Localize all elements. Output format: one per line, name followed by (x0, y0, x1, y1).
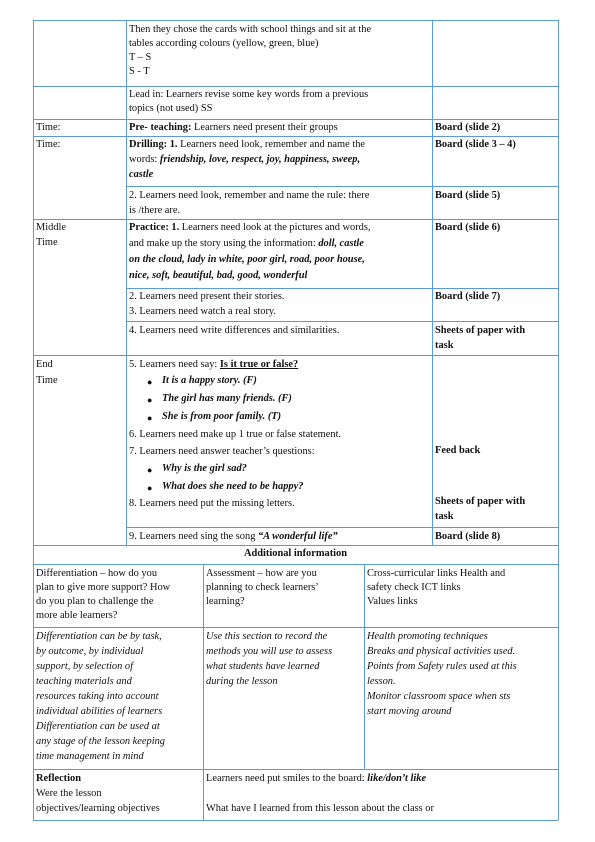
differentiation-body-line7: Differentiation can be used at (36, 721, 160, 732)
differentiation-head-line1: Differentiation – how do you (36, 568, 158, 579)
differentiation-body-line3: support, by selection of (36, 661, 133, 672)
assessment-body-line2: methods you will use to assess (206, 646, 333, 657)
lead-in-line2: topics (not used) SS (129, 103, 213, 114)
reflection-right-line1: Learners need put smiles to the board: like/don’t like (206, 773, 427, 784)
resource-board-slide-7: Board (slide 7) (435, 291, 501, 302)
practice-line4: nice, soft, beautiful, bad, good, wonderful (129, 270, 308, 281)
cross-curricular-head-line2: safety check ICT links (367, 582, 461, 593)
column-divider (364, 564, 365, 769)
task-7: 7. Learners need answer teacher’s questions: (129, 446, 315, 457)
table-border-top (33, 20, 558, 21)
bullet-icon: ● (147, 395, 153, 405)
differentiation-head-line4: more able learners? (36, 610, 118, 621)
practice-line3: on the cloud, lady in white, poor girl, road, poor house, (129, 254, 365, 265)
statement-1: It is a happy story. (F) (162, 375, 257, 386)
drilling-line1: Drilling: 1. Learners need look, remember and name the (129, 139, 366, 150)
question-2: What does she need to be happy? (162, 481, 304, 492)
question-1: Why is the girl sad? (162, 463, 247, 474)
task-9: 9. Learners need sing the song “A wonderful life” (129, 531, 338, 542)
column-divider (126, 20, 127, 545)
health-body-line3: Points from Safety rules used at this (367, 661, 517, 672)
row1-line3: T – S (129, 52, 152, 63)
task-4: 4. Learners need write differences and similarities. (129, 325, 340, 336)
drilling-rule-line2: is /there are. (129, 205, 181, 216)
assessment-body-line4: during the lesson (206, 676, 278, 687)
row-divider (33, 627, 558, 628)
resource-sheets-line2: task (435, 340, 454, 351)
lead-in-line1: Lead in: Learners revise some key words from a previous (129, 89, 369, 100)
differentiation-body-line9: time management in mind (36, 751, 144, 762)
assessment-head-line3: learning? (206, 596, 245, 607)
health-body-line1: Health promoting techniques (367, 631, 488, 642)
table-border-right (558, 20, 559, 820)
stage-time: Time (36, 375, 58, 386)
differentiation-body-line1: Differentiation can be by task, (36, 631, 162, 642)
row-divider (33, 119, 558, 120)
practice-line1: Practice: 1. Learners need look at the pictures and words, (129, 222, 371, 233)
health-body-line5: Monitor classroom space when sts (367, 691, 511, 702)
assessment-body-line1: Use this section to record the (206, 631, 328, 642)
differentiation-body-line6: individual abilities of learners (36, 706, 163, 717)
statement-3: She is from poor family. (T) (162, 411, 282, 422)
additional-information-header: Additional information (243, 548, 348, 559)
reflection-left-line1: Were the lesson (36, 788, 102, 799)
table-border-left (33, 20, 34, 820)
differentiation-body-line8: any stage of the lesson keeping (36, 736, 165, 747)
pre-teaching-text: Pre- teaching: Learners need present their groups (129, 122, 338, 133)
drilling-line3: castle (129, 169, 154, 180)
differentiation-body-line2: by outcome, by individual (36, 646, 144, 657)
resource-sheets-line1: Sheets of paper with (435, 325, 526, 336)
row-divider (33, 219, 558, 220)
stage-end: End (36, 359, 53, 370)
differentiation-body-line4: teaching materials and (36, 676, 132, 687)
cross-curricular-head-line1: Cross-curricular links Health and (367, 568, 506, 579)
stage-time: Time (36, 237, 58, 248)
drilling-line2: words: friendship, love, respect, joy, happiness, sweep, (129, 154, 361, 165)
row-divider (33, 136, 558, 137)
resource-board-slide-5: Board (slide 5) (435, 190, 501, 201)
task-2: 2. Learners need present their stories. (129, 291, 285, 302)
resource-board-slide-8: Board (slide 8) (435, 531, 501, 542)
cross-curricular-head-line3: Values links (367, 596, 418, 607)
resource-board-slide-2: Board (slide 2) (435, 122, 501, 133)
row-divider (33, 355, 558, 356)
stage-time: Time: (36, 139, 61, 150)
reflection-title: Reflection (36, 773, 82, 784)
row1-line4: S - T (129, 66, 150, 77)
task-5: 5. Learners need say: Is it true or false? (129, 359, 299, 370)
resource-board-slide-3-4: Board (slide 3 – 4) (435, 139, 516, 150)
row-divider (33, 545, 558, 546)
assessment-head-line1: Assessment – how are you (206, 568, 317, 579)
resource-feedback: Feed back (435, 445, 481, 456)
practice-line2: and make up the story using the information: doll, castle (129, 238, 364, 249)
assessment-body-line3: what students have learned (206, 661, 320, 672)
row1-line1: Then they chose the cards with school things and sit at the (129, 24, 372, 35)
assessment-head-line2: planning to check learners’ (206, 582, 319, 593)
health-body-line2: Breaks and physical activities used. (367, 646, 516, 657)
row-divider (33, 564, 558, 565)
stage-middle: Middle (36, 222, 67, 233)
resource-sheets-line2: task (435, 511, 454, 522)
row-divider (126, 288, 558, 289)
task-8: 8. Learners need put the missing letters. (129, 498, 295, 509)
row-divider (126, 527, 558, 528)
row-divider (33, 86, 558, 87)
statement-2: The girl has many friends. (F) (162, 393, 292, 404)
reflection-left-line2: objectives/learning objectives (36, 803, 160, 814)
bullet-icon: ● (147, 413, 153, 423)
bullet-icon: ● (147, 465, 153, 475)
resource-board-slide-6: Board (slide 6) (435, 222, 501, 233)
bullet-icon: ● (147, 377, 153, 387)
table-border-bottom (33, 820, 558, 821)
task-6: 6. Learners need make up 1 true or false statement. (129, 429, 342, 440)
health-body-line6: start moving around (367, 706, 452, 717)
row-divider (126, 186, 558, 187)
drilling-rule-line1: 2. Learners need look, remember and name the rule: there (129, 190, 370, 201)
health-body-line4: lesson. (367, 676, 396, 687)
task-3: 3. Learners need watch a real story. (129, 306, 277, 317)
row1-line2: tables according colours (yellow, green, blue) (129, 38, 319, 49)
differentiation-head-line2: plan to give more support? How (36, 582, 171, 593)
differentiation-body-line5: resources taking into account (36, 691, 159, 702)
column-divider (432, 20, 433, 545)
column-divider (203, 564, 204, 820)
differentiation-head-line3: do you plan to challenge the (36, 596, 154, 607)
row-divider (33, 769, 558, 770)
bullet-icon: ● (147, 483, 153, 493)
stage-time: Time: (36, 122, 61, 133)
row-divider (126, 321, 558, 322)
reflection-right-line2: What have I learned from this lesson about the class or (206, 803, 434, 814)
resource-sheets-line1: Sheets of paper with (435, 496, 526, 507)
